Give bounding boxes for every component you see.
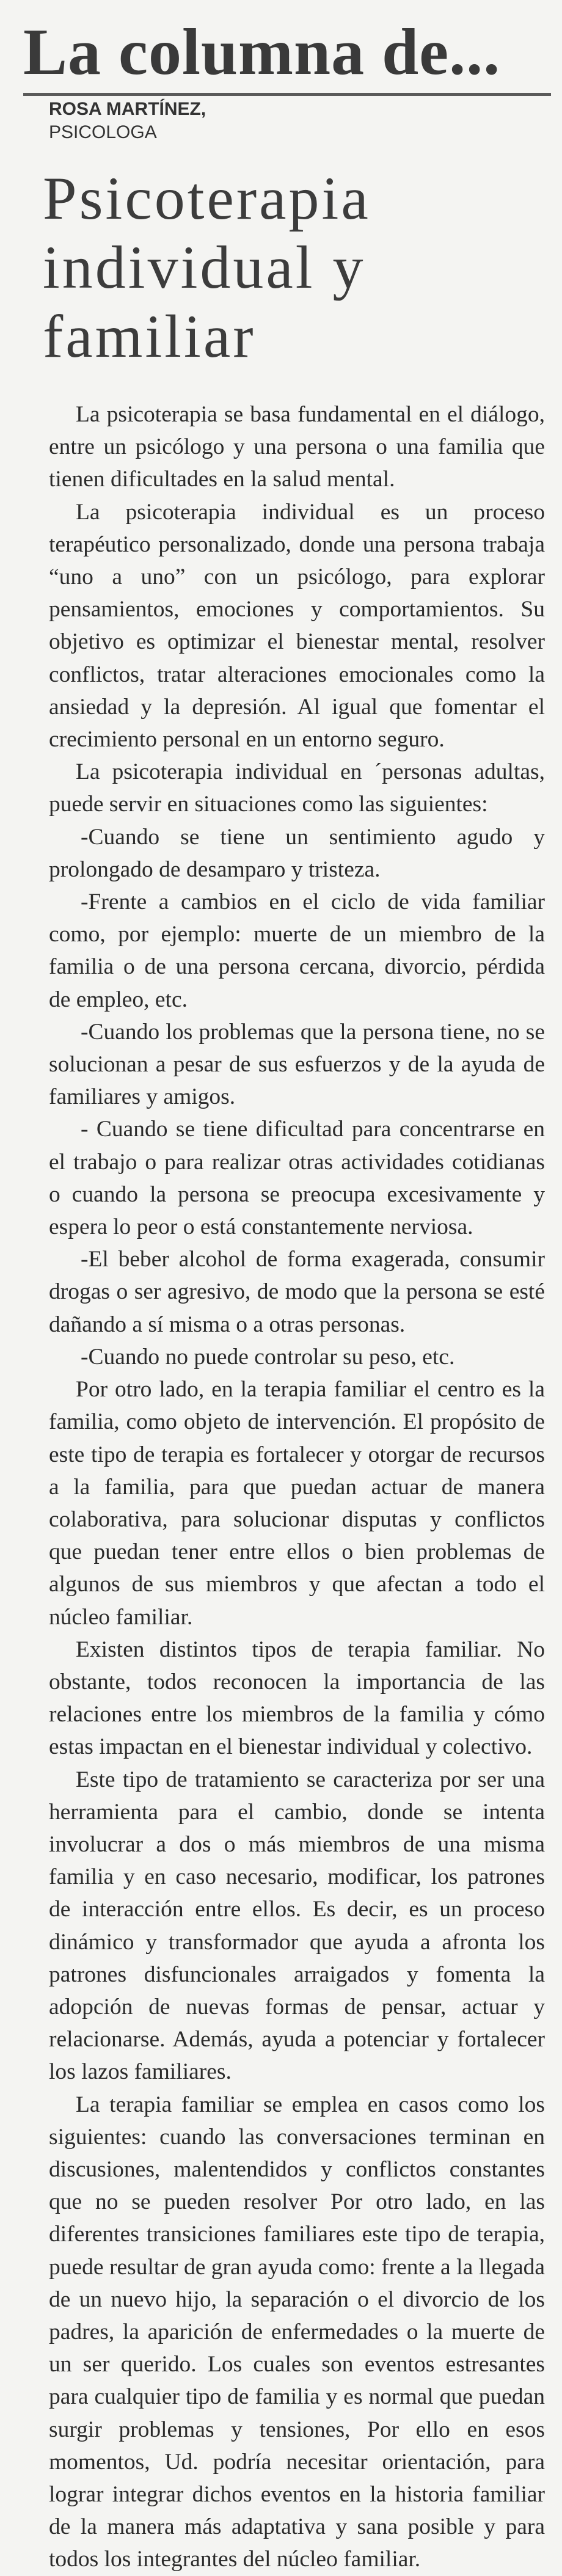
paragraph: Este tipo de tratamiento se caracteriza por ser una herramienta para el cambio, donde se intenta involucrar a dos o más miembros de una misma familia y en caso necesario, modificar, los patrones de interacción entre ellos. Es decir, es un proceso dinámico y transformador que ayuda a afronta los patrones disfuncionales arraigados y fomenta la adopción de nuevas formas de pensar, actuar y relacionarse. Además, ayuda a potenciar y fortalecer los lazos familiares. bbox=[49, 1767, 545, 2085]
paragraph: La psicoterapia se basa fundamental en el diálogo, entre un psicólogo y una persona o una familia que tienen dificultades en la salud mental. bbox=[49, 402, 545, 492]
list-item: -Cuando no puede controlar su peso, etc. bbox=[81, 1344, 455, 1370]
paragraph: La terapia familiar se emplea en casos como los siguientes: cuando las conversaciones terminan en discusiones, malentendidos y conflictos constantes que no se pueden resolver Por otro lado, en las diferentes transiciones familiares este tipo de terapia, puede resultar de gran ayuda como: frente a la llegada de un nuevo hijo, la separación o el divorcio de los padres, la aparición de enfermedades o la muerte de un ser querido. Los cuales son eventos estresantes para cualquier tipo de familia y es normal que puedan surgir problemas y tensiones, Por ello en esos momentos, Ud. podría necesitar orientación, para lograr integrar dichos eventos en la historia familiar de la manera más adaptativa y sana posible y para todos los integrantes del núcleo familiar. bbox=[49, 2092, 545, 2572]
paragraph: La psicoterapia individual en ´personas adultas, puede servir en situaciones como las siguientes: bbox=[49, 759, 545, 817]
author-role: PSICOLOGA bbox=[49, 122, 157, 142]
title-rule bbox=[23, 93, 551, 96]
paragraph: La psicoterapia individual es un proceso terapéutico personalizado, donde una persona trabaja “uno a uno” con un psicólogo, para explorar pensamientos, emociones y comportamientos. Su objetivo es optimizar el bienestar mental, resolver conflictos, tratar alteraciones emocionales como la ansiedad y la depresión. Al igual que fomentar el crecimiento personal en un entorno seguro. bbox=[49, 499, 545, 753]
author-name: ROSA MARTÍNEZ, bbox=[49, 99, 206, 119]
article-body bbox=[49, 398, 545, 2576]
list-item: -Cuando se tiene un sentimiento agudo y prolongado de desamparo y tristeza. bbox=[49, 824, 545, 882]
article-headline: Psicoterapia individual y familiar bbox=[43, 164, 371, 370]
paragraph: Por otro lado, en la terapia familiar el centro es la familia, como objeto de intervención. El propósito de este tipo de terapia es fortalecer y otorgar de recursos a la familia, para que puedan actuar de manera colaborativa, para solucionar disputas y conflictos que puedan tener entre ellos o bien problemas de algunos de sus miembros y que afectan a todo el núcleo familiar. bbox=[49, 1377, 545, 1630]
paragraph: Existen distintos tipos de terapia familiar. No obstante, todos reconocen la importancia de las relaciones entre los miembros de la familia y cómo estas impactan en el bienestar individual y colectivo. bbox=[49, 1636, 545, 1760]
list-item: -Frente a cambios en el ciclo de vida familiar como, por ejemplo: muerte de un miembro de la familia o de una persona cercana, divorcio, pérdida de empleo, etc. bbox=[49, 889, 545, 1012]
byline bbox=[49, 98, 206, 144]
list-item: - Cuando se tiene dificultad para concentrarse en el trabajo o para realizar otras actividades cotidianas o cuando la persona se preocupa excesivamente y espera lo peor o está constantemente nerviosa. bbox=[49, 1117, 545, 1240]
list-item: -Cuando los problemas que la persona tiene, no se solucionan a pesar de sus esfuerzos y de la ayuda de familiares y amigos. bbox=[49, 1019, 545, 1110]
list-item: -El beber alcohol de forma exagerada, consumir drogas o ser agresivo, de modo que la persona se esté dañando a sí misma o a otras personas. bbox=[49, 1247, 545, 1337]
column-title: La columna de... bbox=[23, 16, 501, 89]
